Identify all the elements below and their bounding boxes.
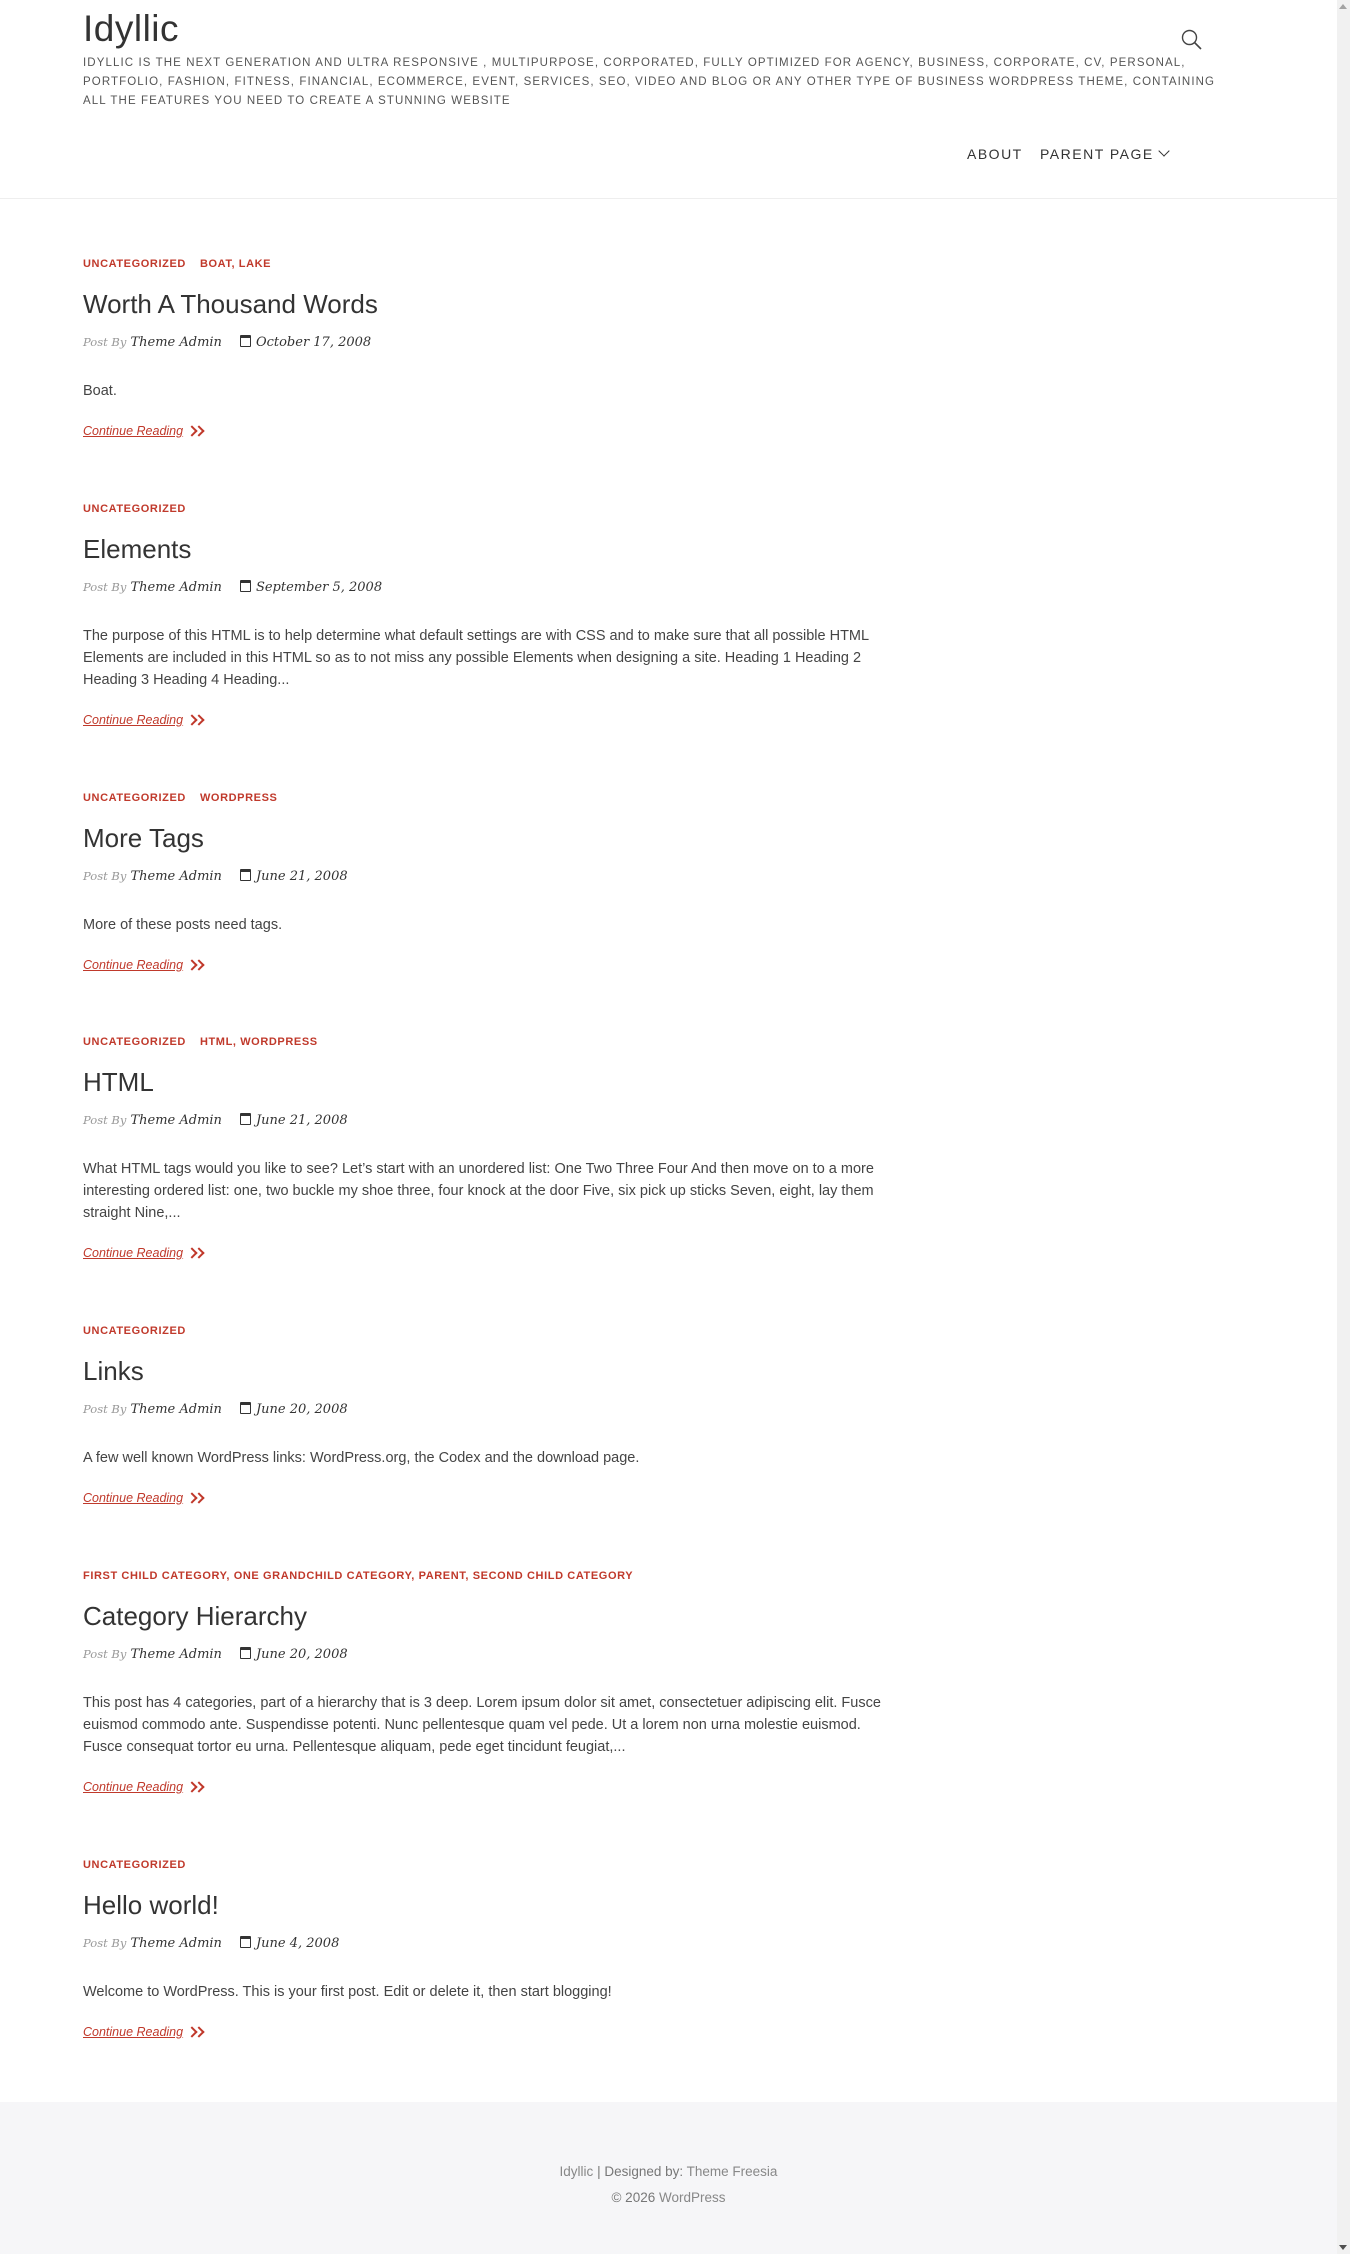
- continue-reading-link[interactable]: [83, 1780, 903, 1794]
- continue-reading-link[interactable]: [83, 2025, 903, 2039]
- footer-designed-by: | Designed by:: [593, 2164, 687, 2179]
- post-title[interactable]: Hello world!: [83, 1890, 219, 1920]
- category-link[interactable]: UNCATEGORIZED: [83, 503, 186, 515]
- post-by-label: Post By: [83, 335, 127, 349]
- category-link[interactable]: UNCATEGORIZED: [83, 1859, 186, 1871]
- calendar-icon: [240, 1936, 251, 1948]
- nav-item-label: PARENT PAGE: [1040, 146, 1154, 162]
- post-meta: [83, 1933, 903, 1953]
- post-author[interactable]: Theme Admin: [130, 580, 222, 595]
- post: [83, 258, 903, 438]
- post-title[interactable]: More Tags: [83, 823, 204, 853]
- category-link[interactable]: UNCATEGORIZED: [83, 1036, 186, 1048]
- category-link[interactable]: UNCATEGORIZED: [83, 258, 186, 270]
- post-by-label: Post By: [83, 1402, 127, 1416]
- nav-item-parent-page[interactable]: [1040, 146, 1168, 162]
- post-meta: [83, 332, 903, 352]
- post-date[interactable]: October 17, 2008: [255, 335, 372, 350]
- continue-reading-link[interactable]: [83, 1246, 903, 1260]
- post-excerpt: More of these posts need tags.: [83, 917, 283, 933]
- post-author[interactable]: Theme Admin: [130, 869, 222, 884]
- tag-link[interactable]: WORDPRESS: [199, 792, 278, 804]
- post-by-label: Post By: [83, 1936, 127, 1950]
- double-chevron-right-icon: [189, 958, 203, 972]
- post-meta: [83, 1399, 903, 1419]
- footer-designer-link[interactable]: Theme Freesia: [686, 2164, 778, 2179]
- category-link[interactable]: UNCATEGORIZED: [83, 792, 186, 804]
- post-categories: [83, 503, 903, 519]
- site-header: [0, 0, 1337, 199]
- post: [83, 792, 903, 972]
- footer-copyright: [0, 2190, 1337, 2205]
- continue-reading-label: Continue Reading: [83, 958, 184, 972]
- post: [83, 1325, 903, 1505]
- continue-reading-link[interactable]: [83, 1491, 903, 1505]
- post-by-label: Post By: [83, 869, 127, 883]
- search-icon[interactable]: [1180, 28, 1204, 52]
- footer-site-link[interactable]: Idyllic: [559, 2164, 594, 2179]
- double-chevron-right-icon: [189, 2025, 203, 2039]
- post-date[interactable]: September 5, 2008: [255, 580, 383, 595]
- post-title[interactable]: HTML: [83, 1067, 154, 1097]
- continue-reading-link[interactable]: [83, 958, 903, 972]
- post-date[interactable]: June 4, 2008: [255, 1936, 340, 1951]
- double-chevron-right-icon: [189, 713, 203, 727]
- post-title[interactable]: Worth A Thousand Words: [83, 289, 378, 319]
- footer-credits: [0, 2164, 1337, 2179]
- double-chevron-right-icon: [189, 1491, 203, 1505]
- footer-wordpress-link[interactable]: WordPress: [658, 2190, 726, 2205]
- post-title[interactable]: Elements: [83, 534, 192, 564]
- post-title[interactable]: Category Hierarchy: [83, 1601, 307, 1631]
- site-description: IDYLLIC IS THE NEXT GENERATION AND ULTRA RESPONSIVE , MULTIPURPOSE, CORPORATED, FULLY OPTIMIZED FOR AGENCY, BUSINESS, CORPORATE, CV, PERSONAL, PORTFOLIO, FASHION, FITNESS, FINANCIAL, ECOMMERCE, EVENT, SERVICES, SEO, VIDEO AND BLOG OR ANY OTHER TYPE OF BUSINESS WORDPRESS THEME, CONTAINING ALL THE FEATURES YOU NEED TO CREATE A STUNNING WEBSITE: [83, 57, 1216, 107]
- double-chevron-right-icon: [189, 1246, 203, 1260]
- post-categories: [83, 1036, 903, 1052]
- tag-link[interactable]: BOAT, LAKE: [199, 258, 272, 270]
- post-by-label: Post By: [83, 580, 127, 594]
- post-date[interactable]: June 20, 2008: [255, 1402, 348, 1417]
- scroll-down-arrow-icon[interactable]: [1339, 2245, 1347, 2250]
- post-by-label: Post By: [83, 1647, 127, 1661]
- site-title[interactable]: Idyllic: [83, 8, 180, 49]
- post-author[interactable]: Theme Admin: [130, 1647, 222, 1662]
- post: [83, 1859, 903, 2039]
- copyright-text: © 2026: [611, 2190, 659, 2205]
- post-author[interactable]: Theme Admin: [130, 1113, 222, 1128]
- continue-reading-link[interactable]: [83, 424, 903, 438]
- post-excerpt: The purpose of this HTML is to help determine what default settings are with CSS and to make sure that all possible HTML Elements are included in this HTML so as to not miss any possible Elements when designing a site. Heading 1 Heading 2 Heading 3 Heading 4 Heading...: [83, 628, 869, 688]
- post: [83, 503, 903, 727]
- post-date[interactable]: June 21, 2008: [255, 869, 348, 884]
- post-categories: [83, 1325, 903, 1341]
- post-by-label: Post By: [83, 1113, 127, 1127]
- post-categories: [83, 1570, 903, 1586]
- post: [83, 1570, 903, 1794]
- post-categories: [83, 792, 903, 808]
- nav-item-about[interactable]: ABOUT: [967, 146, 1023, 162]
- continue-reading-label: Continue Reading: [83, 1491, 184, 1505]
- continue-reading-link[interactable]: [83, 713, 903, 727]
- continue-reading-label: Continue Reading: [83, 1780, 184, 1794]
- post-excerpt: This post has 4 categories, part of a hierarchy that is 3 deep. Lorem ipsum dolor sit amet, consectetuer adipiscing elit. Fusce euismod commodo ante. Suspendisse potenti. Nunc pellentesque quam vel pede. Ut a lorem non urna molestie euismod. Fusce consequat tortor eu urna. Pellentesque aliquam, pede eget tincidunt feugiat,...: [83, 1695, 881, 1755]
- calendar-icon: [240, 1402, 251, 1414]
- post-excerpt: A few well known WordPress links: WordPress.org, the Codex and the download page.: [83, 1450, 640, 1466]
- continue-reading-label: Continue Reading: [83, 713, 184, 727]
- post-categories: [83, 258, 903, 274]
- post-excerpt: Welcome to WordPress. This is your first post. Edit or delete it, then start blogging!: [83, 1984, 612, 2000]
- post-author[interactable]: Theme Admin: [130, 335, 222, 350]
- calendar-icon: [240, 580, 251, 592]
- double-chevron-right-icon: [189, 1780, 203, 1794]
- category-link[interactable]: FIRST CHILD CATEGORY, ONE GRANDCHILD CATEGORY, PARENT, SECOND CHILD CATEGORY: [83, 1570, 634, 1582]
- scroll-up-arrow-icon[interactable]: [1339, 4, 1347, 9]
- post-excerpt: What HTML tags would you like to see? Let’s start with an unordered list: One Two Three Four And then move on to a more interesting ordered list: one, two buckle my shoe three, four knock at the door Five, six pick up sticks Seven, eight, lay them straight Nine,...: [83, 1161, 874, 1221]
- post: [83, 1036, 903, 1260]
- post-title[interactable]: Links: [83, 1356, 144, 1386]
- post-excerpt: Boat.: [83, 383, 117, 399]
- post-meta: [83, 1110, 903, 1130]
- calendar-icon: [240, 869, 251, 881]
- continue-reading-label: Continue Reading: [83, 2025, 184, 2039]
- post-date[interactable]: June 21, 2008: [255, 1113, 348, 1128]
- post-meta: [83, 1644, 903, 1664]
- post-date[interactable]: June 20, 2008: [255, 1647, 348, 1662]
- post-meta: [83, 577, 903, 597]
- calendar-icon: [240, 1113, 251, 1125]
- tag-link[interactable]: HTML, WORDPRESS: [199, 1036, 318, 1048]
- double-chevron-right-icon: [189, 424, 203, 438]
- post-author[interactable]: Theme Admin: [130, 1936, 222, 1951]
- category-link[interactable]: UNCATEGORIZED: [83, 1325, 186, 1337]
- continue-reading-label: Continue Reading: [83, 424, 184, 438]
- post-categories: [83, 1859, 903, 1875]
- calendar-icon: [240, 1647, 251, 1659]
- post-meta: [83, 866, 903, 886]
- post-author[interactable]: Theme Admin: [130, 1402, 222, 1417]
- chevron-down-icon: [1158, 145, 1169, 156]
- calendar-icon: [240, 335, 251, 347]
- vertical-scrollbar[interactable]: [1337, 0, 1350, 2254]
- continue-reading-label: Continue Reading: [83, 1246, 184, 1260]
